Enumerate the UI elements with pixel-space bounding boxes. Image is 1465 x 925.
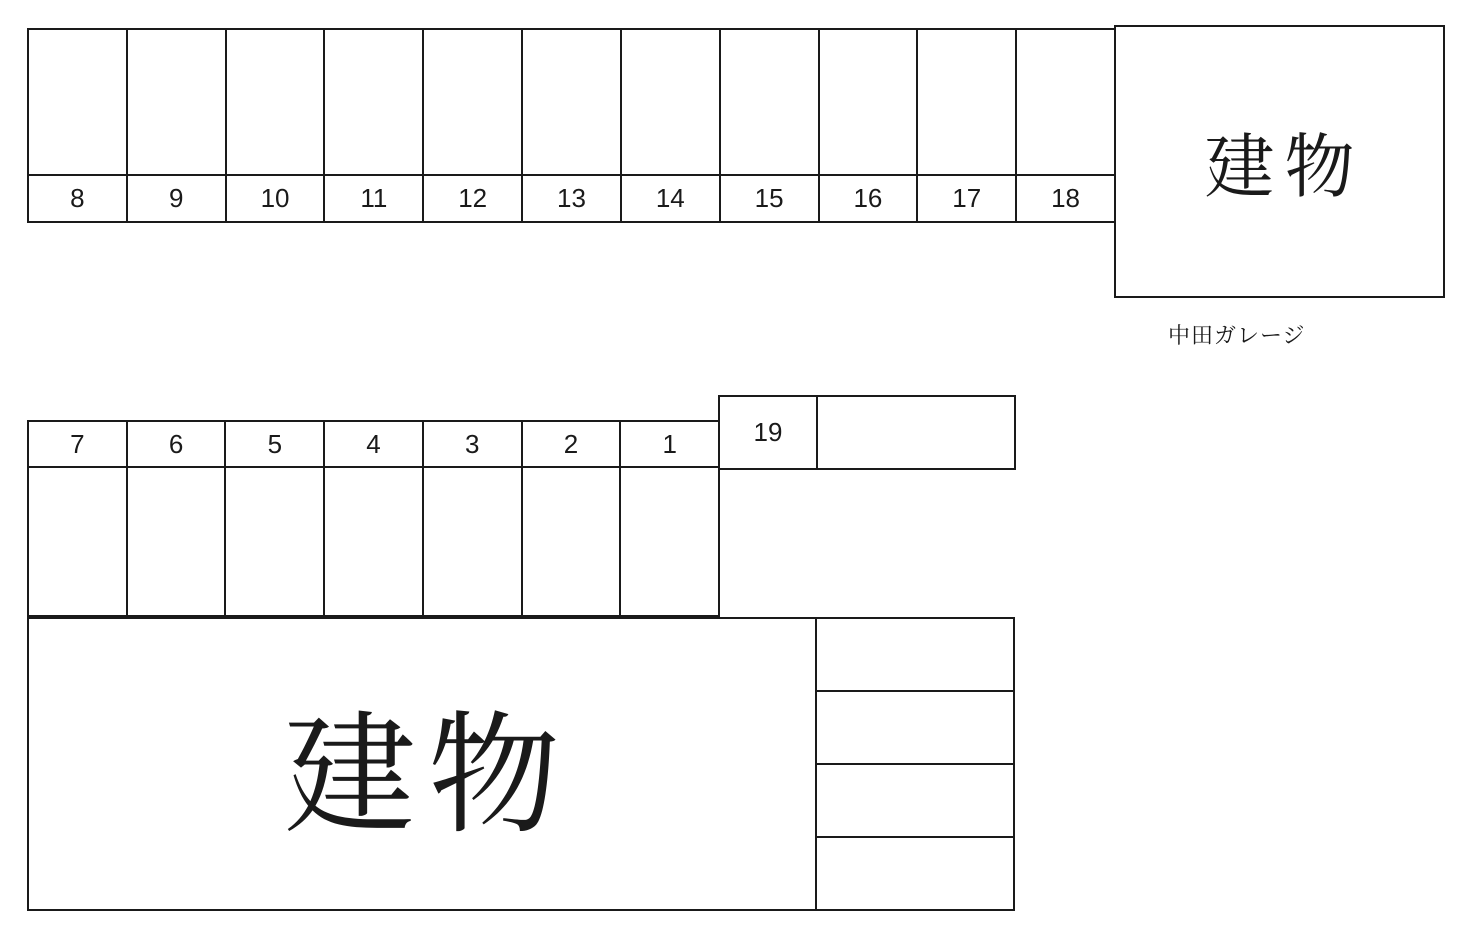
space-number-8: 8	[70, 183, 85, 213]
building-bottom-label: 建物	[284, 702, 572, 849]
space-number-1: 1	[621, 422, 718, 468]
stall-3	[424, 468, 521, 615]
space-number-3: 3	[424, 422, 521, 468]
parking-space-18	[1017, 30, 1114, 221]
space-number-16: 16	[853, 183, 883, 213]
stall-8	[29, 30, 126, 176]
space-number-9: 9	[168, 183, 184, 213]
parking-space-12	[424, 30, 523, 221]
space-number-14: 14	[655, 183, 685, 213]
stall-15	[721, 30, 818, 176]
space-number-7: 7	[29, 422, 126, 468]
stall-18	[1017, 30, 1114, 176]
stall-9	[128, 30, 225, 176]
building-top	[1114, 25, 1445, 298]
parking-space-8	[29, 30, 128, 221]
parking-space-4	[325, 422, 424, 615]
stall-10	[227, 30, 324, 176]
space-number-18: 18	[1051, 183, 1080, 213]
right-column-cells	[815, 617, 1015, 911]
parking-row-7-1	[27, 420, 720, 617]
space-number-4: 4	[325, 422, 422, 468]
parking-space-11	[325, 30, 424, 221]
space-number-6: 6	[128, 422, 225, 468]
stall-6	[128, 468, 225, 615]
building-bottom	[27, 617, 817, 911]
space-number-19: 19	[753, 417, 783, 447]
empty-cell-2	[817, 692, 1013, 765]
stall-16	[820, 30, 917, 176]
parking-space-10	[227, 30, 326, 221]
space-number-15: 15	[754, 183, 784, 213]
stall-4	[325, 468, 422, 615]
garage-caption: 中田ガレージ	[1168, 323, 1306, 348]
stall-7	[29, 468, 126, 615]
parking-space-2	[523, 422, 622, 615]
parking-space-19	[718, 395, 818, 470]
stall-2	[523, 468, 620, 615]
parking-space-14	[622, 30, 721, 221]
parking-space-9	[128, 30, 227, 221]
space-number-2: 2	[523, 422, 620, 468]
empty-cell-3	[817, 765, 1013, 838]
space-number-10: 10	[260, 183, 290, 213]
unnumbered-box	[816, 395, 1016, 470]
parking-space-15	[721, 30, 820, 221]
stall-13	[523, 30, 620, 176]
empty-cell-4	[817, 838, 1013, 909]
stall-1	[621, 468, 718, 615]
space-number-11: 11	[360, 183, 388, 213]
parking-row-8-18	[27, 28, 1116, 223]
space-number-12: 12	[458, 183, 488, 213]
building-top-label: 建物	[1204, 128, 1365, 206]
parking-space-5	[226, 422, 325, 615]
stall-14	[622, 30, 719, 176]
space-number-13: 13	[557, 183, 586, 213]
stall-5	[226, 468, 323, 615]
parking-space-13	[523, 30, 622, 221]
parking-space-16	[820, 30, 919, 221]
stall-17	[918, 30, 1015, 176]
parking-space-1	[621, 422, 718, 615]
parking-space-17	[918, 30, 1017, 221]
parking-space-6	[128, 422, 227, 615]
parking-space-3	[424, 422, 523, 615]
stall-11	[325, 30, 422, 176]
space-number-17: 17	[952, 183, 982, 213]
empty-cell-1	[817, 619, 1013, 692]
parking-space-7	[29, 422, 128, 615]
space-number-5: 5	[226, 422, 323, 468]
stall-12	[424, 30, 521, 176]
